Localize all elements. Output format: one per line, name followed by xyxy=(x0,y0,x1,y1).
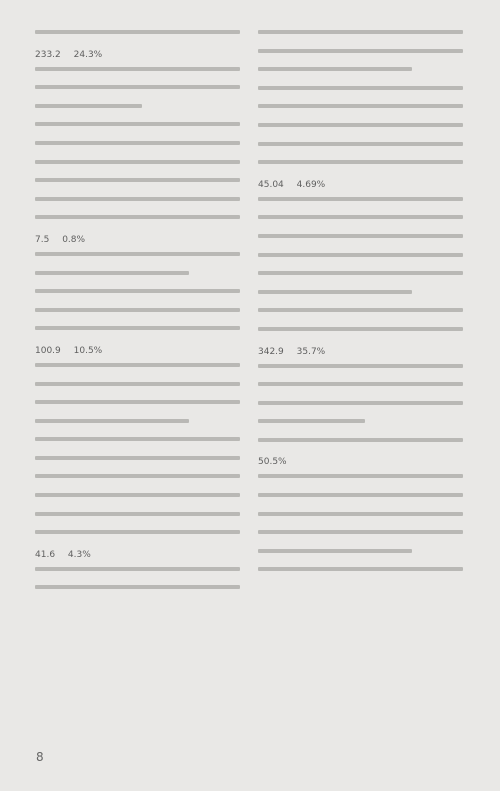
figures-row xyxy=(35,49,240,61)
paragraph-flood-regulation xyxy=(35,122,240,274)
figure-value: 41.6 xyxy=(35,549,56,560)
figure-value: 7.5 xyxy=(35,234,50,245)
figures-row xyxy=(258,346,463,358)
figure-percent: 10.5% xyxy=(73,345,103,356)
page-number: 8 xyxy=(36,750,44,764)
paragraph-desertification xyxy=(258,86,463,294)
paragraph-category-two xyxy=(258,567,463,571)
paragraph-biodiversity xyxy=(35,289,240,423)
figure-percent: 4.3% xyxy=(67,549,91,560)
figures-row xyxy=(258,179,463,191)
paragraph-water-conservation xyxy=(35,30,240,108)
right-column xyxy=(258,30,463,586)
figure-percent: 4.69% xyxy=(296,179,326,190)
figure-percent: 0.8% xyxy=(62,234,86,245)
figures-row xyxy=(35,345,240,357)
paragraph-category-one xyxy=(258,438,463,553)
figures-row xyxy=(35,234,240,246)
figure-value: 342.9 xyxy=(258,346,284,357)
left-column xyxy=(35,30,240,604)
figures-row xyxy=(35,549,240,561)
figure-percent: 24.3% xyxy=(73,49,103,60)
figure-value: 100.9 xyxy=(35,345,61,356)
paragraph-continued xyxy=(258,30,463,71)
figures-row xyxy=(258,456,463,468)
paragraph-summary xyxy=(258,308,463,423)
figure-percent: 35.7% xyxy=(296,346,326,357)
figure-percent: 50.5% xyxy=(258,457,287,468)
figure-value: 45.04 xyxy=(258,179,284,190)
paragraph-soil-conservation xyxy=(35,437,240,589)
figure-value: 233.2 xyxy=(35,49,61,60)
